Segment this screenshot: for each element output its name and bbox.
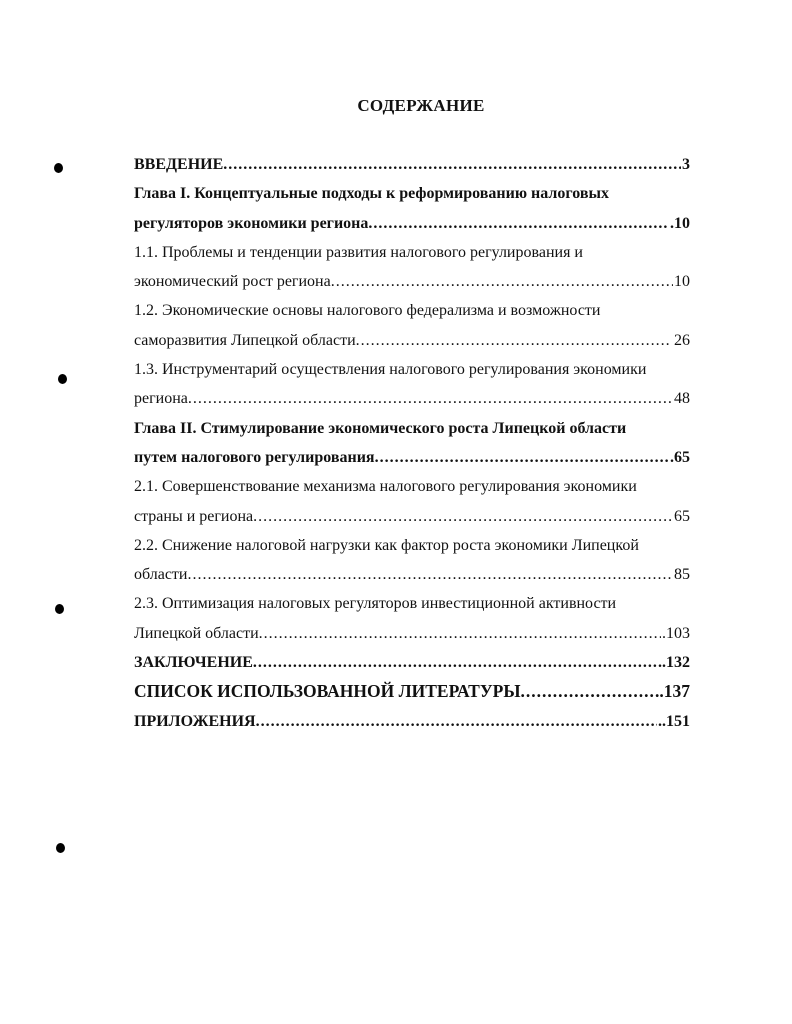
dot-leader <box>375 443 669 472</box>
table-of-contents <box>134 150 690 736</box>
toc-entry-1-1-line: 1.1. Проблемы и тенденции развития налогового регулирования и <box>134 243 583 261</box>
dot-leader <box>253 648 657 677</box>
toc-page-number: .103 <box>662 624 690 642</box>
toc-entry-title: путем налогового регулирования <box>134 448 375 466</box>
toc-entry-2-1-line: 2.1. Совершенствование механизма налогового регулирования экономики <box>134 478 637 496</box>
toc-entry-title: саморазвития Липецкой области <box>134 331 356 349</box>
toc-entry-1-2 <box>134 326 690 355</box>
dot-leader <box>256 707 657 736</box>
toc-page-number: .65 <box>670 448 690 466</box>
toc-page-number: 26 <box>670 331 690 349</box>
page-title: СОДЕРЖАНИЕ <box>357 96 485 115</box>
punch-hole-mark <box>54 163 63 173</box>
toc-entry-introduction <box>134 150 690 179</box>
toc-page-number: ..151 <box>658 712 690 730</box>
toc-page-number: 48 <box>674 390 690 408</box>
toc-entry-chapter-1-line: Глава I. Концептуальные подходы к реформированию налоговых <box>134 185 609 203</box>
dot-leader <box>331 267 673 296</box>
toc-entry-title: ПРИЛОЖЕНИЯ <box>134 712 256 730</box>
toc-entry-1-2-line: 1.2. Экономические основы налогового федерализма и возможности <box>134 302 601 320</box>
toc-entry-references <box>134 677 690 706</box>
toc-entry-title: СПИСОК ИСПОЛЬЗОВАННОЙ ЛИТЕРАТУРЫ <box>134 681 521 702</box>
toc-page-number: 85 <box>674 566 690 584</box>
toc-page-number: 10 <box>674 273 690 291</box>
toc-entry-chapter-1 <box>134 209 690 238</box>
dot-leader <box>187 560 673 589</box>
toc-entry-2-2-line: 2.2. Снижение налоговой нагрузки как фактор роста экономики Липецкой <box>134 536 639 554</box>
toc-entry-conclusion <box>134 648 690 677</box>
toc-page-number: .10 <box>670 214 690 232</box>
dot-leader <box>253 502 673 531</box>
punch-hole-mark <box>56 843 65 853</box>
toc-entry-title: регуляторов экономики региона <box>134 214 369 232</box>
dot-leader <box>368 209 669 238</box>
toc-page-number: ..132 <box>658 654 690 672</box>
toc-entry-appendices <box>134 707 690 736</box>
toc-entry-2-2 <box>134 560 690 589</box>
toc-entry-title: Липецкой области <box>134 624 259 642</box>
toc-entry-title: экономический рост региона <box>134 273 331 291</box>
dot-leader <box>356 326 669 355</box>
toc-entry-2-1 <box>134 502 690 531</box>
punch-hole-mark <box>55 604 64 614</box>
toc-entry-2-3-line: 2.3. Оптимизация налоговых регуляторов инвестиционной активности <box>134 595 617 613</box>
toc-entry-title: ЗАКЛЮЧЕНИЕ <box>134 654 253 672</box>
toc-entry-2-3 <box>134 619 690 648</box>
toc-page-number: ..137 <box>655 681 690 702</box>
dot-leader <box>259 619 661 648</box>
toc-entry-title: ВВЕДЕНИЕ <box>134 156 224 173</box>
toc-entry-title: области <box>134 566 188 584</box>
toc-entry-1-3-line: 1.3. Инструментарий осуществления налогового регулирования экономики <box>134 361 647 379</box>
dot-leader <box>188 384 673 413</box>
toc-entry-1-1 <box>134 267 690 296</box>
toc-entry-title: региона <box>134 390 188 408</box>
dot-leader <box>223 150 681 179</box>
toc-page-number: 65 <box>674 507 690 525</box>
toc-entry-title: страны и региона <box>134 507 254 525</box>
punch-hole-mark <box>58 374 67 384</box>
toc-entry-chapter-2-line: Глава II. Стимулирование экономического роста Липецкой области <box>134 419 627 437</box>
toc-entry-1-3 <box>134 384 690 413</box>
dot-leader <box>521 677 654 706</box>
toc-entry-chapter-2 <box>134 443 690 472</box>
toc-page-number: 3 <box>682 156 690 173</box>
